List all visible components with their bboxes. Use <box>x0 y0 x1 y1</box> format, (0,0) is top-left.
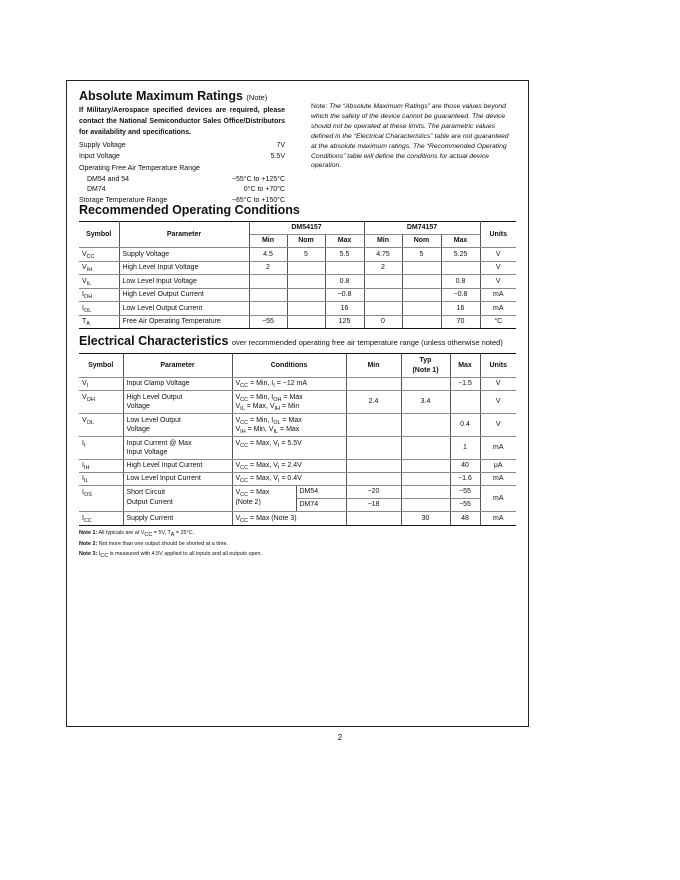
amr-input-voltage-row <box>79 152 285 163</box>
ec-min <box>346 512 401 526</box>
roc-dm74-max <box>441 261 480 275</box>
table-row <box>79 460 516 473</box>
footnote-label: Note 1: <box>79 530 98 536</box>
amr-label: Supply Voltage <box>79 142 126 149</box>
ec-min: 2.4 <box>346 391 401 414</box>
ec-max: −1.6 <box>450 473 480 486</box>
roc-units: mA <box>480 288 516 302</box>
ec-max: 40 <box>450 460 480 473</box>
page-number: 2 <box>337 733 343 742</box>
ec-max: 0.4 <box>450 414 480 437</box>
ec-parameter-line: Input Voltage <box>126 449 168 456</box>
roc-dm74-nom: 5 <box>402 248 441 262</box>
roc-header-units: Units <box>480 222 516 248</box>
ec-symbol: $I_{OS}$ <box>79 486 123 512</box>
table-row <box>79 275 516 289</box>
table-row <box>79 414 516 437</box>
ec-conditions <box>232 414 346 437</box>
ec-max: −1.5 <box>450 378 480 391</box>
roc-dm74-max: 70 <box>441 315 480 329</box>
ec-device-dm74: DM74 <box>296 499 346 512</box>
ec-max: 48 <box>450 512 480 526</box>
roc-title: Recommended Operating Conditions <box>79 203 300 217</box>
roc-dm74-min: 0 <box>364 315 402 329</box>
roc-header-max: Max <box>325 235 364 248</box>
roc-header-dm54157: DM54157 <box>249 222 364 235</box>
roc-dm74-min: 2 <box>364 261 402 275</box>
roc-dm74-max: −0.8 <box>441 288 480 302</box>
roc-dm54-max: 125 <box>325 315 364 329</box>
roc-dm74-nom <box>402 261 441 275</box>
roc-dm54-nom <box>287 261 325 275</box>
amr-value: −65°C to +150°C <box>231 196 285 204</box>
roc-dm54-max: 5.5 <box>325 248 364 262</box>
amr-op-temp-row <box>79 164 285 175</box>
ec-table-body <box>79 378 516 526</box>
roc-dm74-nom <box>402 288 441 302</box>
ec-device-dm54: DM54 <box>296 486 346 499</box>
amr-title-note: (Note) <box>246 93 268 102</box>
ec-symbol: $V_I$ <box>79 378 123 391</box>
roc-units: V <box>480 248 516 262</box>
amr-note <box>311 102 516 171</box>
roc-units: mA <box>480 302 516 316</box>
roc-dm54-max <box>325 261 364 275</box>
ec-parameter: Supply Current <box>123 512 232 526</box>
amr-dm54-row <box>79 175 285 186</box>
ec-parameter-line: Low Level Output <box>126 416 181 424</box>
ec-symbol: $I_{IL}$ <box>79 473 123 486</box>
roc-dm54-min <box>249 302 287 316</box>
ec-condition-line: $V_{IH}$ = Min, $V_{IL}$ = Max <box>235 426 300 435</box>
table-row <box>79 512 516 526</box>
ec-header-max: Max <box>450 354 480 378</box>
ec-title <box>79 334 503 348</box>
ec-header-typ-note: (Note 1) <box>412 366 439 374</box>
ec-max: −55 <box>450 486 480 499</box>
roc-parameter: Low Level Output Current <box>119 302 249 316</box>
roc-symbol: $I_{OH}$ <box>79 288 119 302</box>
ec-parameter-line: Output Current <box>126 498 173 506</box>
roc-symbol: $V_{CC}$ <box>79 248 119 262</box>
amr-label: Storage Temperature Range <box>79 196 168 204</box>
ec-parameter <box>123 391 232 414</box>
ec-header-typ-label: Typ <box>419 357 432 364</box>
ec-min <box>346 437 401 460</box>
ec-min <box>346 378 401 391</box>
footnote-3 <box>79 549 262 560</box>
roc-symbol: $I_{OL}$ <box>79 302 119 316</box>
ec-units: mA <box>480 473 516 486</box>
roc-units: °C <box>480 315 516 329</box>
roc-dm54-nom <box>287 315 325 329</box>
ec-table <box>79 353 516 526</box>
ec-conditions: $V_{CC}$ = Max (Note 3) <box>232 512 346 526</box>
roc-parameter: High Level Output Current <box>119 288 249 302</box>
ec-conditions <box>232 391 346 414</box>
ec-min <box>346 460 401 473</box>
roc-header-min: Min <box>364 235 402 248</box>
amr-intro: If Military/Aerospace specified devices are required, please contact the National Semiconductor Sales Office/Distributors for availability and specifications. <box>79 107 285 136</box>
ec-parameter-line: Input Current @ Max <box>126 439 192 447</box>
roc-dm54-nom <box>287 275 325 289</box>
roc-symbol: $V_{IH}$ <box>79 261 119 275</box>
ec-units: mA <box>480 512 516 526</box>
ec-condition-line: $V_{CC}$ = Max <box>235 489 270 498</box>
amr-dm74-row <box>79 185 285 196</box>
ec-parameter-line: High Level Output <box>126 393 183 401</box>
roc-dm54-max: 0.8 <box>325 275 364 289</box>
ec-max: −55 <box>450 499 480 512</box>
roc-dm54-nom: 5 <box>287 248 325 262</box>
table-row <box>79 261 516 275</box>
ec-units: V <box>480 378 516 391</box>
table-row <box>79 302 516 316</box>
roc-header-symbol: Symbol <box>79 222 119 248</box>
roc-dm54-min: 4.5 <box>249 248 287 262</box>
ec-typ: 30 <box>401 512 450 526</box>
ec-header-typ <box>401 354 450 378</box>
ec-parameter <box>123 486 232 512</box>
roc-table <box>79 221 516 329</box>
ec-subtitle: over recommended operating free air temperature range (unless otherwise noted) <box>231 338 503 347</box>
amr-supply-voltage-row <box>79 141 285 152</box>
ec-typ <box>401 460 450 473</box>
roc-header-max: Max <box>441 235 480 248</box>
table-row <box>79 473 516 486</box>
ec-symbol: $V_{OL}$ <box>79 414 123 437</box>
roc-dm54-min <box>249 288 287 302</box>
ec-parameter: Input Clamp Voltage <box>123 378 232 391</box>
ec-units: V <box>480 391 516 414</box>
ec-min <box>346 414 401 437</box>
roc-dm74-nom <box>402 315 441 329</box>
amr-label: DM74 <box>87 186 106 193</box>
ec-min: −18 <box>346 499 401 512</box>
roc-dm54-min <box>249 275 287 289</box>
roc-dm74-max: 16 <box>441 302 480 316</box>
table-row <box>79 378 516 391</box>
ec-min: −20 <box>346 486 401 499</box>
ec-conditions: $V_{CC}$ = Min, $I_I = -12$ mA <box>232 378 346 391</box>
ec-header-parameter: Parameter <box>123 354 232 378</box>
ec-conditions: $V_{CC}$ = Max, $V_I = 0.4V$ <box>232 473 346 486</box>
ec-condition-line: $V_{CC}$ = Min, $I_{OH}$ = Max <box>235 393 303 403</box>
amr-title-text: Absolute Maximum Ratings <box>79 89 243 103</box>
amr-value: 0°C to +70°C <box>243 186 285 193</box>
ec-symbol: $V_{OH}$ <box>79 391 123 414</box>
roc-header-min: Min <box>249 235 287 248</box>
ec-typ <box>401 473 450 486</box>
ec-conditions: $V_{CC}$ = Max, $V_I = 5.5V$ <box>232 437 346 460</box>
table-row <box>79 315 516 329</box>
ec-condition-line: $V_{CC}$ = Min, $I_{OL}$ = Max <box>235 416 302 426</box>
roc-dm74-nom <box>402 275 441 289</box>
footnotes <box>79 528 262 560</box>
ec-header-symbol: Symbol <box>79 354 123 378</box>
ec-parameter: High Level Input Current <box>123 460 232 473</box>
ec-parameter-line: Short Circuit <box>126 489 166 496</box>
roc-dm54-max: 16 <box>325 302 364 316</box>
roc-dm74-max: 5.25 <box>441 248 480 262</box>
ec-units: mA <box>480 437 516 460</box>
table-row <box>79 288 516 302</box>
footnote-label: Note 2: <box>79 540 98 547</box>
ec-typ <box>401 499 450 512</box>
roc-parameter: Low Level Input Voltage <box>119 275 249 289</box>
roc-symbol: $V_{IL}$ <box>79 275 119 289</box>
ec-header-conditions: Conditions <box>232 354 346 378</box>
ec-max <box>450 391 480 414</box>
amr-title <box>79 89 285 103</box>
roc-header-parameter: Parameter <box>119 222 249 248</box>
table-row <box>79 437 516 460</box>
roc-dm54-nom <box>287 288 325 302</box>
footnote-label: Note 3: <box>79 551 98 557</box>
amr-note-text: The “Absolute Maximum Ratings” are those values beyond which the safety of the device cannot be guaranteed. The device should not be operated at these limits. The parametric values defined in the “Electrical Characteristics” table are not guaranteed at the absolute maximum ratings. The “Recommended Operating Conditions” table will define the conditions for actual device operation. <box>311 103 509 170</box>
roc-parameter: High Level Input Voltage <box>119 261 249 275</box>
roc-header-dm74157: DM74157 <box>364 222 480 235</box>
footnote-2 <box>79 539 262 550</box>
table-row <box>79 248 516 262</box>
roc-header-nom: Nom <box>402 235 441 248</box>
ec-parameter-line: Voltage <box>126 403 150 410</box>
roc-dm54-nom <box>287 302 325 316</box>
roc-units: V <box>480 275 516 289</box>
ec-parameter <box>123 414 232 437</box>
ec-parameter-line: Voltage <box>126 426 150 433</box>
amr-value: 5.5V <box>270 152 285 160</box>
ec-units: μA <box>480 460 516 473</box>
roc-dm54-max: −0.8 <box>325 288 364 302</box>
roc-dm74-max: 0.8 <box>441 275 480 289</box>
ec-symbol: $I_{IH}$ <box>79 460 123 473</box>
footnote-1 <box>79 528 262 539</box>
ec-conditions: $V_{CC}$ = Max, $V_I = 2.4V$ <box>232 460 346 473</box>
roc-parameter: Free Air Operating Temperature <box>119 315 249 329</box>
ec-symbol: $I_I$ <box>79 437 123 460</box>
ec-header-min: Min <box>346 354 401 378</box>
ec-units: mA <box>480 486 516 512</box>
roc-dm74-min: 4.75 <box>364 248 402 262</box>
roc-dm74-min <box>364 302 402 316</box>
roc-symbol: $T_A$ <box>79 315 119 329</box>
ec-parameter <box>123 437 232 460</box>
ec-typ <box>401 486 450 499</box>
footnote-text: Not more than one output should be shorted at a time. <box>98 540 228 547</box>
amr-label: DM54 and 54 <box>87 175 130 183</box>
ec-min <box>346 473 401 486</box>
absolute-maximum-ratings <box>79 89 285 206</box>
roc-dm74-min <box>364 288 402 302</box>
ec-parameter: Low Level Input Current <box>123 473 232 486</box>
table-row <box>79 486 516 499</box>
roc-table-body <box>79 248 516 329</box>
amr-label: Operating Free Air Temperature Range <box>79 165 200 172</box>
footnote-text: All typicals are at $V_{CC} = 5V$, $T_A = 25^\circ C$. <box>98 530 195 538</box>
amr-value: −55°C to +125°C <box>231 175 285 183</box>
roc-header-nom: Nom <box>287 235 325 248</box>
roc-dm74-min <box>364 275 402 289</box>
ec-condition-line: (Note 2) <box>235 498 261 506</box>
ec-units: V <box>480 414 516 437</box>
ec-typ: 3.4 <box>401 391 450 414</box>
footnote-text: $I_{CC}$ is measured with 4.5V applied to all inputs and all outputs open. <box>98 551 262 559</box>
ec-title-text: Electrical Characteristics <box>79 334 229 348</box>
roc-dm74-nom <box>402 302 441 316</box>
roc-units: V <box>480 261 516 275</box>
ec-typ <box>401 378 450 391</box>
table-row <box>79 391 516 414</box>
amr-label: Input Voltage <box>79 152 120 160</box>
ec-typ <box>401 414 450 437</box>
roc-dm54-min: −55 <box>249 315 287 329</box>
ec-condition-line: $V_{IL}$ = Max, $V_{IH}$ = Min <box>235 403 300 412</box>
amr-note-lead: Note: <box>311 103 328 110</box>
ec-conditions <box>232 486 296 512</box>
roc-dm54-min: 2 <box>249 261 287 275</box>
ec-max: 1 <box>450 437 480 460</box>
amr-value: 7V <box>276 142 285 149</box>
ec-header-units: Units <box>480 354 516 378</box>
ec-typ <box>401 437 450 460</box>
roc-parameter: Supply Voltage <box>119 248 249 262</box>
ec-symbol: $I_{CC}$ <box>79 512 123 526</box>
